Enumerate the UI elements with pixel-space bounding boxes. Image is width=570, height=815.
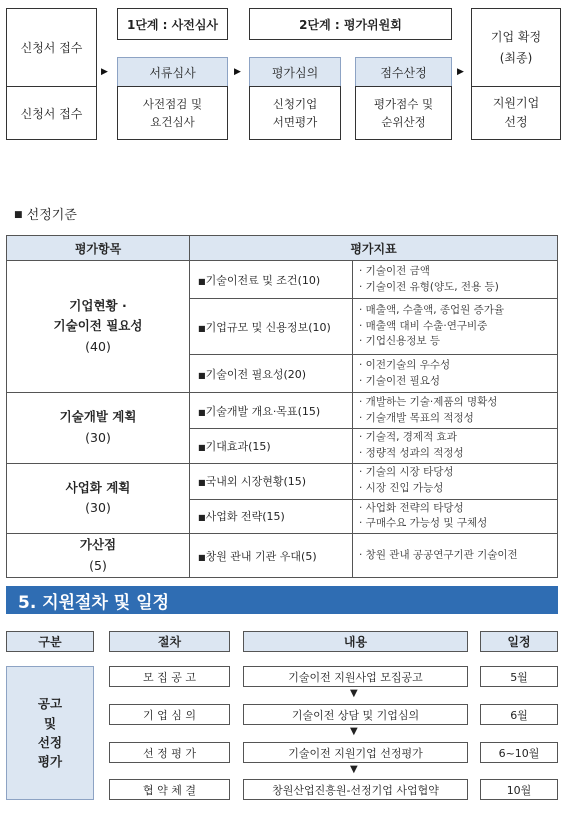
metric-cell: · 기술의 시장 타당성 · 시장 진입 가능성 [353,463,558,499]
col-header-procedure: 절차 [109,631,230,652]
square-bullet-icon: ■ [198,442,206,452]
metric-cell: · 사업화 전략의 타당성 · 구매수요 가능성 및 구체성 [353,499,558,534]
square-bullet-icon: ■ [198,407,206,417]
schedule-step-3: 6~10월 [480,742,558,763]
content-step-3: 기술이전 지원기업 선정평가 [243,742,468,763]
criteria-header-row [7,236,558,261]
table-row [7,261,558,299]
criteria-table [6,235,558,578]
final-body-box: 지원기업 선정 [471,86,561,140]
applicant-body-text: 신청서 접수 [20,106,83,121]
step-evaluation-body: 신청기업 서면평가 [249,86,341,140]
procedure-step-4: 협 약 체 결 [109,779,230,800]
section5-banner: 5. 지원절차 및 일정 [6,586,558,614]
group-cell: 사업화 계획 (30) [7,463,190,534]
col-header-division: 구분 [6,631,94,652]
indicator-cell: ■기술이전료 및 조건(10) [190,261,353,299]
applicant-header-box [6,8,97,87]
flow-arrow-3: ▶ [457,67,464,77]
indicator-cell: ■기술이전 필요성(20) [190,355,353,393]
group-cell: 기술개발 계획 (30) [7,393,190,464]
square-bullet-icon: ■ [198,323,206,333]
criteria-heading: ■ 선정기준 [14,208,77,223]
metric-cell: · 기술적, 경제적 효과 · 정량적 성과의 적정성 [353,429,558,464]
indicator-cell: ■국내외 시장현황(15) [190,463,353,499]
metric-cell: · 기술이전 금액 · 기술이전 유형(양도, 전용 등) [353,261,558,299]
step-document-review-head: 서류심사 [117,57,228,87]
square-bullet-icon: ■ [198,276,206,286]
flow-arrow-2: ▶ [234,67,241,77]
procedure-step-2: 기 업 심 의 [109,704,230,725]
group-cell: 기업현황 · 기술이전 필요성 (40) [7,261,190,393]
table-row [7,393,558,429]
division-cell: 공고 및 선정 평가 [6,666,94,800]
flow-arrow-1: ▶ [101,67,108,77]
col-header-item: 평가항목 [7,236,190,261]
indicator-cell: ■기대효과(15) [190,429,353,464]
final-header-box: 기업 확정 (최종) [471,8,561,87]
square-bullet-icon: ■ [198,552,206,562]
indicator-cell: ■기업규모 및 신용정보(10) [190,299,353,355]
group-cell: 가산점 (5) [7,534,190,578]
metric-cell: · 이전기술의 우수성 · 기술이전 필요성 [353,355,558,393]
indicator-cell: ■창원 관내 기관 우대(5) [190,534,353,578]
metric-cell: · 개발하는 기술·제품의 명확성 · 기술개발 목표의 적정성 [353,393,558,429]
content-step-2: 기술이전 상담 및 기업심의 [243,704,468,725]
square-bullet-icon: ■ [198,370,206,380]
col-header-content: 내용 [243,631,468,652]
content-step-4: 창원산업진흥원-선정기업 사업협약 [243,779,468,800]
square-bullet-icon: ■ [14,210,23,220]
applicant-header-text: 신청서 접수 [20,41,83,55]
metric-cell: · 매출액, 수출액, 종업원 증가율 · 매출액 대비 수출·연구비중 · 기업신용정보 등 [353,299,558,355]
step-document-review-body: 사전점검 및 요건심사 [117,86,228,140]
metric-cell: · 창원 관내 공공연구기관 기술이전 [353,534,558,578]
schedule-step-4: 10월 [480,779,558,800]
col-header-index: 평가지표 [190,236,558,261]
step-scoring-head: 점수산정 [355,57,452,87]
applicant-body-box [6,86,97,140]
schedule-step-1: 5월 [480,666,558,687]
content-step-1: 기술이전 지원사업 모집공고 [243,666,468,687]
step-scoring-body: 평가점수 및 순위산정 [355,86,452,140]
indicator-cell: ■기술개발 개요·목표(15) [190,393,353,429]
procedure-step-3: 선 정 평 가 [109,742,230,763]
stage2-title: 2단계 : 평가위원회 [249,8,452,40]
down-arrow-icon: ▼ [350,764,358,775]
table-row [7,534,558,578]
square-bullet-icon: ■ [198,478,206,487]
table-row [7,463,558,499]
indicator-cell: ■사업화 전략(15) [190,499,353,534]
step-evaluation-head: 평가심의 [249,57,341,87]
down-arrow-icon: ▼ [350,726,358,737]
schedule-step-2: 6월 [480,704,558,725]
procedure-step-1: 모 집 공 고 [109,666,230,687]
stage1-title: 1단계 : 사전심사 [117,8,228,40]
square-bullet-icon: ■ [198,513,206,523]
col-header-schedule: 일정 [480,631,558,652]
down-arrow-icon: ▼ [350,688,358,699]
